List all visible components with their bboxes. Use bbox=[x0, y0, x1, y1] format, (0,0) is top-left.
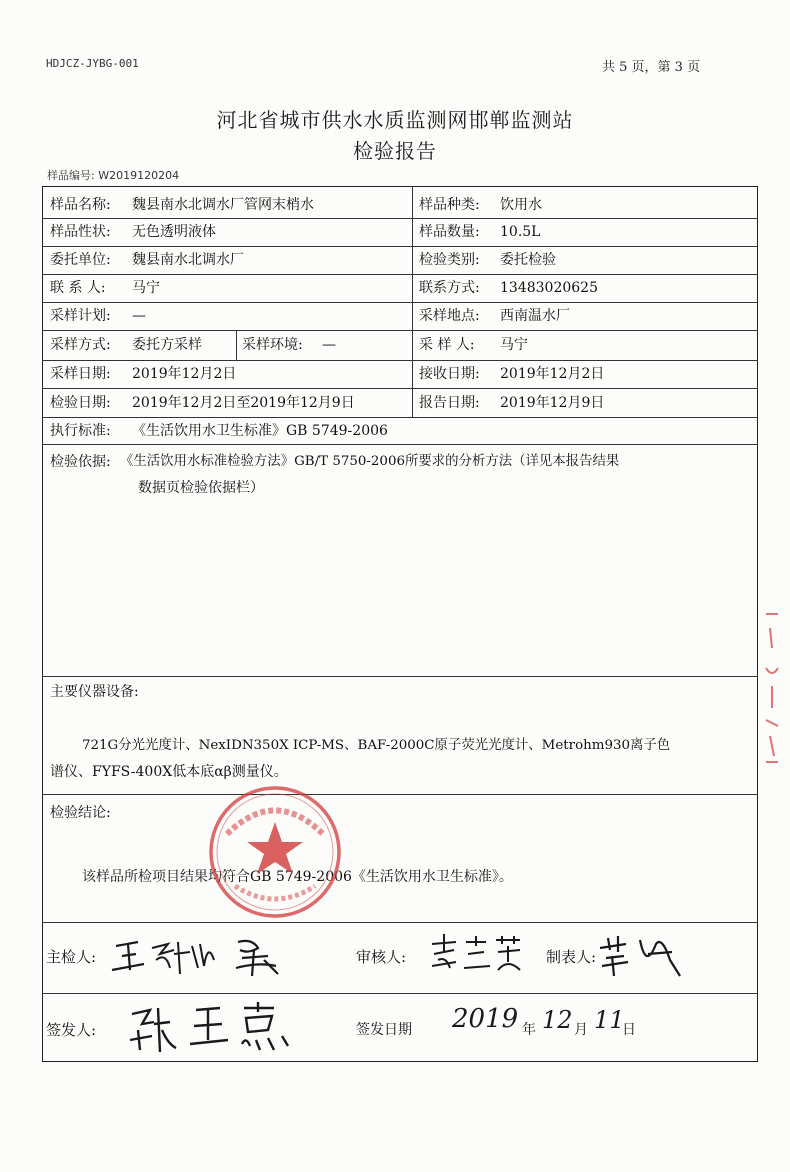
inspector-signature bbox=[108, 930, 308, 980]
sampler-value: 马宁 bbox=[500, 337, 528, 353]
client-value: 魏县南水北调水厂 bbox=[132, 252, 244, 268]
sampling-plan-label: 采样计划: bbox=[50, 308, 111, 324]
conclusion-label: 检验结论: bbox=[50, 805, 111, 821]
issue-date-label: 签发日期 bbox=[356, 1022, 412, 1038]
row-divider bbox=[42, 274, 758, 275]
sample-quantity-value: 10.5L bbox=[500, 224, 541, 240]
sampling-method-value: 委托方采样 bbox=[132, 337, 202, 353]
equipment-text bbox=[50, 732, 750, 786]
sampling-date-value: 2019年12月2日 bbox=[132, 366, 237, 382]
row-divider bbox=[42, 330, 758, 331]
sample-type-value: 饮用水 bbox=[500, 197, 542, 213]
contact-label: 联 系 人: bbox=[50, 280, 106, 296]
report-date-value: 2019年12月9日 bbox=[500, 395, 605, 411]
sampling-date-label: 采样日期: bbox=[50, 366, 111, 382]
sampling-site-value: 西南温水厂 bbox=[500, 308, 570, 324]
issue-day-char: 日 bbox=[622, 1022, 636, 1038]
equipment-line: 谱仪、FYFS-400X低本底αβ测量仪。 bbox=[50, 764, 288, 780]
sample-state-label: 样品性状: bbox=[50, 224, 111, 240]
row-divider bbox=[42, 676, 758, 677]
receive-date-value: 2019年12月2日 bbox=[500, 366, 605, 382]
sampling-site-label: 采样地点: bbox=[419, 308, 480, 324]
sample-quantity-label: 样品数量: bbox=[419, 224, 480, 240]
test-type-value: 委托检验 bbox=[500, 252, 556, 268]
receive-date-label: 接收日期: bbox=[419, 366, 480, 382]
row-divider bbox=[42, 417, 758, 418]
column-divider bbox=[236, 330, 237, 360]
preparer-signature bbox=[596, 930, 686, 980]
standard-value: 《生活饮用水卫生标准》GB 5749-2006 bbox=[132, 423, 388, 439]
equipment-label: 主要仪器设备: bbox=[50, 684, 139, 700]
conclusion-text: 该样品所检项目结果均符合GB 5749-2006《生活饮用水卫生标准》。 bbox=[82, 869, 513, 885]
row-divider bbox=[42, 360, 758, 361]
side-seal-mark bbox=[760, 608, 784, 768]
sampling-method-label: 采样方式: bbox=[50, 337, 111, 353]
row-divider bbox=[42, 922, 758, 923]
issue-year-char: 年 bbox=[522, 1022, 536, 1038]
row-divider bbox=[42, 388, 758, 389]
test-date-label: 检验日期: bbox=[50, 395, 111, 411]
preparer-label: 制表人: bbox=[546, 948, 597, 966]
issue-day: 11 bbox=[594, 1006, 625, 1034]
page-indicator: 共 5 页，第 3 页 bbox=[602, 60, 701, 75]
row-divider bbox=[42, 246, 758, 247]
sampling-plan-value: — bbox=[132, 308, 146, 324]
row-divider bbox=[42, 218, 758, 219]
inspector-label: 主检人: bbox=[46, 948, 97, 966]
row-divider bbox=[42, 444, 758, 445]
issue-month: 12 bbox=[542, 1006, 573, 1034]
contact-value: 马宁 bbox=[132, 280, 160, 296]
contact-phone-value: 13483020625 bbox=[500, 280, 598, 296]
sample-type-label: 样品种类: bbox=[419, 197, 480, 213]
sample-name-value: 魏县南水北调水厂管网末梢水 bbox=[132, 197, 314, 213]
document-code: HDJCZ-JYBG-001 bbox=[46, 57, 139, 70]
official-seal-stamp bbox=[205, 782, 345, 922]
issuer-signature bbox=[124, 1000, 304, 1060]
report-title: 检验报告 bbox=[353, 139, 437, 163]
test-basis-text bbox=[120, 448, 750, 502]
sampling-environment-value: — bbox=[322, 337, 336, 353]
sample-number-label: 样品编号: bbox=[47, 169, 95, 182]
contact-phone-label: 联系方式: bbox=[419, 280, 480, 296]
issuer-label: 签发人: bbox=[46, 1021, 97, 1039]
sampling-environment-label: 采样环境: bbox=[242, 337, 303, 353]
column-divider bbox=[412, 186, 413, 417]
test-type-label: 检验类别: bbox=[419, 252, 480, 268]
sampler-label: 采 样 人: bbox=[419, 337, 475, 353]
report-organization-title: 河北省城市供水水质监测网邯郸监测站 bbox=[216, 108, 574, 132]
sample-number-value: W2019120204 bbox=[98, 169, 180, 182]
issue-month-char: 月 bbox=[574, 1022, 588, 1038]
client-label: 委托单位: bbox=[50, 252, 111, 268]
equipment-line: 721G分光光度计、NexIDN350X ICP-MS、BAF-2000C原子荧光光度计、Metrohm930离子色 bbox=[82, 738, 671, 753]
test-date-value: 2019年12月2日至2019年12月9日 bbox=[132, 395, 355, 411]
sample-number bbox=[47, 167, 179, 183]
row-divider bbox=[42, 302, 758, 303]
row-divider bbox=[42, 993, 758, 994]
row-divider bbox=[42, 794, 758, 795]
issue-year: 2019 bbox=[452, 1004, 519, 1034]
reviewer-label: 审核人: bbox=[356, 948, 407, 966]
test-basis-line: 《生活饮用水标准检验方法》GB/T 5750-2006所要求的分析方法（详见本报告结果 bbox=[120, 454, 620, 469]
sample-name-label: 样品名称: bbox=[50, 197, 111, 213]
sample-state-value: 无色透明液体 bbox=[132, 224, 216, 240]
report-date-label: 报告日期: bbox=[419, 395, 480, 411]
test-basis-label: 检验依据: bbox=[50, 454, 111, 470]
test-basis-line: 数据页检验依据栏） bbox=[138, 480, 264, 496]
reviewer-signature bbox=[428, 932, 528, 976]
standard-label: 执行标准: bbox=[50, 423, 111, 439]
